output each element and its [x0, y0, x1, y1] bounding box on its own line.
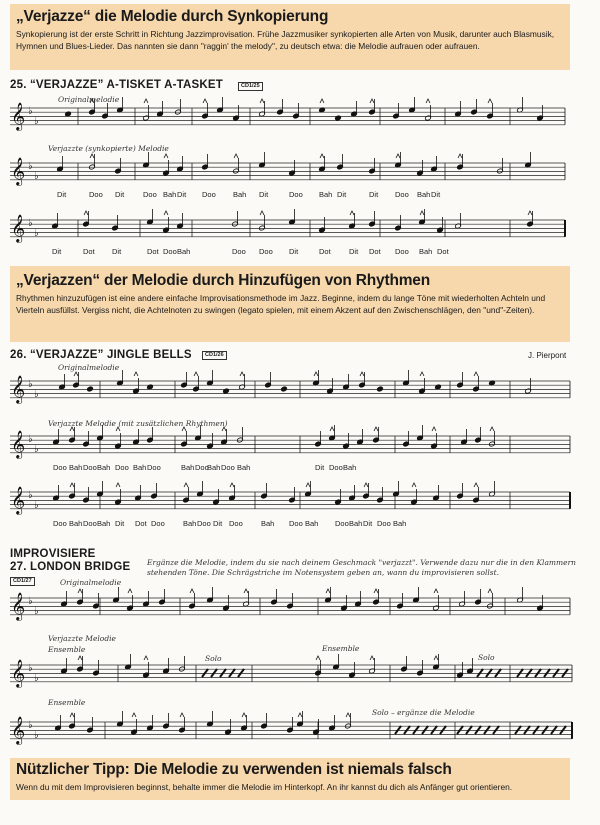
flat-sign: ♭: [28, 434, 33, 445]
exercise-title: 26. “VERJAZZE” JINGLE BELLS: [10, 349, 192, 361]
lyric-syllable: Bah: [97, 463, 111, 472]
solo-label: Solo – ergänze die Melodie: [372, 708, 475, 717]
accent-mark: [426, 99, 430, 103]
lyric-syllable: Doo: [89, 190, 103, 199]
lyric-syllable: Bah: [349, 519, 363, 528]
accent-mark: [326, 589, 330, 593]
improv-slash: [484, 726, 490, 734]
lyric-syllable: Doo: [229, 519, 243, 528]
lyric-syllable: Bah: [69, 519, 83, 528]
lyric-syllable: Doo: [143, 190, 157, 199]
cd-track-badge: CD1/26: [202, 351, 227, 360]
solo-label: Solo: [478, 653, 495, 662]
accent-mark: [298, 713, 302, 717]
lyric-syllable: Dit: [289, 247, 299, 256]
lyric-syllable: Dot: [369, 247, 381, 256]
note-head: [335, 115, 342, 121]
lyric-syllable: Dit: [115, 519, 125, 528]
improv-slash: [551, 726, 557, 734]
lyric-syllable: Dit: [431, 190, 441, 199]
accent-mark: [222, 427, 226, 431]
accent-mark: [244, 589, 248, 593]
treble-clef: 𝄞: [11, 716, 26, 744]
flat-sign: ♭: [28, 663, 33, 674]
lyric-syllable: Bah: [261, 519, 275, 528]
lyric-syllable: Doo: [147, 463, 161, 472]
improv-slash: [493, 726, 499, 734]
accent-mark: [182, 427, 186, 431]
lyric-syllable: Dit: [259, 190, 269, 199]
accent-mark: [488, 99, 492, 103]
accent-mark: [260, 99, 264, 103]
lyric-syllable: Bah: [163, 190, 177, 199]
lyric-syllable: Dit: [315, 463, 325, 472]
accent-mark: [116, 427, 120, 431]
lyric-syllable: Dit: [52, 247, 62, 256]
lyric-syllable: Bah: [183, 519, 197, 528]
improv-slash: [526, 669, 532, 677]
accent-mark: [316, 656, 320, 660]
improv-slash: [220, 669, 226, 677]
accent-mark: [370, 656, 374, 660]
improv-slash: [229, 669, 235, 677]
accent-mark: [84, 211, 88, 215]
lyric-syllable: Dit: [112, 247, 122, 256]
note-head: [223, 388, 230, 394]
lyric-syllable: Doo: [163, 247, 177, 256]
lyric-syllable: Bah: [419, 247, 433, 256]
lyric-syllable: Bah: [69, 463, 83, 472]
accent-mark: [434, 589, 438, 593]
note-head: [281, 386, 288, 392]
accent-mark: [194, 372, 198, 376]
improv-slash: [515, 726, 521, 734]
lyric-syllable: Doo: [232, 247, 246, 256]
lyric-syllable: Bah: [237, 463, 251, 472]
section-text: Rhythmen hinzuzufügen ist eine andere einfache Improvisationsmethode im Jazz. Beginne, indem du lange Töne mit wiederholten Achteln und Vierteln ausfüllst. Vergiss nicht, die Achtelnoten zu swingen (legato spielen, mit einem Akzent auf den Zwischenschlägen, den "und"-Zeiten).: [16, 293, 546, 315]
lyric-syllable: Bah: [181, 463, 195, 472]
treble-clef: 𝄞: [11, 214, 26, 242]
lyric-syllable: Bah: [133, 463, 147, 472]
flat-sign: ♭: [34, 116, 39, 127]
accent-mark: [360, 372, 364, 376]
accent-mark: [458, 154, 462, 158]
flat-sign: ♭: [34, 500, 39, 511]
lyric-syllable: Doo: [195, 463, 209, 472]
section-heading: „Verjazze“ die Melodie durch Synkopierung: [16, 8, 329, 25]
lyric-syllable: Doo: [289, 190, 303, 199]
ensemble-label: Ensemble: [48, 645, 86, 654]
lyric-syllable: Dot: [135, 519, 147, 528]
accent-mark: [116, 483, 120, 487]
ensemble-label: Ensemble: [322, 644, 360, 653]
accent-mark: [240, 372, 244, 376]
accent-mark: [528, 211, 532, 215]
lyric-syllable: Doo: [151, 519, 165, 528]
accent-mark: [364, 483, 368, 487]
flat-sign: ♭: [28, 720, 33, 731]
exercise-subtitle: IMPROVISIERE: [10, 548, 96, 560]
accent-mark: [164, 154, 168, 158]
lyric-syllable: Doo: [53, 463, 67, 472]
accent-mark: [128, 589, 132, 593]
accent-mark: [78, 589, 82, 593]
section-text: Wenn du mit dem Improvisieren beginnst, behalte immer die Melodie im Hinterkopf. An ihr kannst du dich als Anfänger gut orientieren.: [16, 782, 513, 792]
accent-mark: [134, 372, 138, 376]
treble-clef: 𝄞: [11, 157, 26, 185]
accent-mark: [164, 211, 168, 215]
accent-mark: [190, 589, 194, 593]
improv-slash: [466, 726, 472, 734]
accent-mark: [70, 427, 74, 431]
accent-mark: [488, 589, 492, 593]
lyric-syllable: Doo: [221, 463, 235, 472]
improv-slash: [524, 726, 530, 734]
exercise-title: 27. LONDON BRIDGE: [10, 561, 131, 573]
lyric-syllable: Doo: [83, 519, 97, 528]
accent-mark: [90, 154, 94, 158]
accent-mark: [70, 713, 74, 717]
flat-sign: ♭: [34, 228, 39, 239]
flat-sign: ♭: [34, 606, 39, 617]
accent-mark: [350, 211, 354, 215]
accent-mark: [346, 713, 350, 717]
accent-mark: [144, 99, 148, 103]
flat-sign: ♭: [28, 106, 33, 117]
flat-sign: ♭: [34, 444, 39, 455]
staff-label: Originalmelodie: [60, 578, 122, 587]
accent-mark: [434, 656, 438, 660]
accent-mark: [132, 713, 136, 717]
accent-mark: [242, 713, 246, 717]
lyric-syllable: Dit: [369, 190, 379, 199]
improv-slash: [238, 669, 244, 677]
accent-mark: [490, 427, 494, 431]
cd-track-badge: CD1/27: [10, 577, 35, 586]
accent-mark: [70, 483, 74, 487]
lyric-syllable: Doo: [259, 247, 273, 256]
lyric-syllable: Doo: [395, 190, 409, 199]
flat-sign: ♭: [28, 596, 33, 607]
accent-mark: [420, 372, 424, 376]
improv-slash: [544, 669, 550, 677]
composer-credit: J. Pierpont: [528, 351, 567, 360]
improv-slash: [486, 669, 492, 677]
lyric-syllable: Bah: [393, 519, 407, 528]
accent-mark: [314, 372, 318, 376]
lyric-syllable: Dit: [349, 247, 359, 256]
lyric-syllable: Dit: [177, 190, 187, 199]
lyric-syllable: Dit: [337, 190, 347, 199]
lyric-syllable: Bah: [319, 190, 333, 199]
improv-slash: [562, 669, 568, 677]
accent-mark: [78, 656, 82, 660]
flat-sign: ♭: [28, 490, 33, 501]
staff-label: Verjazzte Melodie: [48, 634, 116, 643]
lyric-syllable: Doo: [202, 190, 216, 199]
improv-slash: [553, 669, 559, 677]
improv-slash: [457, 726, 463, 734]
flat-sign: ♭: [34, 673, 39, 684]
lyric-syllable: Doo: [53, 519, 67, 528]
staff-label: Originalmelodie: [58, 95, 120, 104]
improv-slash: [404, 726, 410, 734]
flat-sign: ♭: [28, 218, 33, 229]
lyric-syllable: Bah: [207, 463, 221, 472]
accent-mark: [474, 483, 478, 487]
lyric-syllable: Bah: [343, 463, 357, 472]
improv-slash: [202, 669, 208, 677]
improv-slash: [413, 726, 419, 734]
treble-clef: 𝄞: [11, 486, 26, 514]
improv-slash: [495, 669, 501, 677]
lyric-syllable: Dot: [147, 247, 159, 256]
accent-mark: [330, 427, 334, 431]
improv-slash: [477, 669, 483, 677]
cd-track-badge: CD1/25: [238, 82, 263, 91]
accent-mark: [234, 154, 238, 158]
lyric-syllable: Bah: [305, 519, 319, 528]
lyric-syllable: Dot: [437, 247, 449, 256]
exercise-title: 25. “VERJAZZE” A-TISKET A-TASKET: [10, 79, 223, 91]
lyric-syllable: Dit: [57, 190, 67, 199]
lyric-syllable: Dot: [83, 247, 95, 256]
accent-mark: [370, 99, 374, 103]
staff-label: Originalmelodie: [58, 363, 120, 372]
lyric-syllable: Doo: [197, 519, 211, 528]
accent-mark: [420, 211, 424, 215]
lyric-syllable: Doo: [377, 519, 391, 528]
accent-mark: [474, 372, 478, 376]
improv-slash: [560, 726, 566, 734]
improv-slash: [475, 726, 481, 734]
accent-mark: [412, 483, 416, 487]
flat-sign: ♭: [28, 379, 33, 390]
treble-clef: 𝄞: [11, 102, 26, 130]
lyric-syllable: Dit: [363, 519, 373, 528]
accent-mark: [180, 713, 184, 717]
lyric-syllable: Bah: [97, 519, 111, 528]
note-head: [87, 386, 94, 392]
lyric-syllable: Dit: [115, 190, 125, 199]
note-head: [377, 386, 384, 392]
lyric-syllable: Bah: [177, 247, 191, 256]
accent-mark: [230, 483, 234, 487]
accent-mark: [144, 656, 148, 660]
accent-mark: [374, 589, 378, 593]
lyric-syllable: Dot: [319, 247, 331, 256]
improv-slash: [535, 669, 541, 677]
flat-sign: ♭: [34, 730, 39, 741]
staff-label: Verjazzte Melodie (mit zusätzlichen Rhythmen): [48, 419, 228, 428]
staff-label: Verjazzte (synkopierte) Melodie: [48, 144, 169, 153]
flat-sign: ♭: [28, 161, 33, 172]
treble-clef: 𝄞: [11, 592, 26, 620]
accent-mark: [260, 211, 264, 215]
treble-clef: 𝄞: [11, 430, 26, 458]
lyric-syllable: Doo: [289, 519, 303, 528]
accent-mark: [374, 427, 378, 431]
lyric-syllable: Doo: [329, 463, 343, 472]
section-heading: „Verjazzen“ der Melodie durch Hinzufügen von Rhythmen: [16, 272, 430, 289]
accent-mark: [184, 483, 188, 487]
solo-label: Solo: [205, 654, 222, 663]
improv-slash: [395, 726, 401, 734]
treble-clef: 𝄞: [11, 659, 26, 687]
ensemble-label: Ensemble: [48, 698, 86, 707]
accent-mark: [90, 99, 94, 103]
accent-mark: [306, 483, 310, 487]
section-text: Synkopierung ist der erste Schritt in Richtung Jazzimprovisation. Frühe Jazzmusiker synkopierten alle Arten von Musik, darunter auch Blasmusik, Hymnen und Blues-Lieder. Das nannten sie dann "raggin' the melody", zu deutsch etwa: die Melodie aufrauen oder aufrauen.: [16, 29, 555, 51]
accent-mark: [432, 427, 436, 431]
improv-slash: [422, 726, 428, 734]
accent-mark: [396, 154, 400, 158]
lyric-syllable: Bah: [417, 190, 431, 199]
lyric-syllable: Bah: [233, 190, 247, 199]
flat-sign: ♭: [34, 171, 39, 182]
improv-slash: [440, 726, 446, 734]
accent-mark: [320, 99, 324, 103]
improv-slash: [431, 726, 437, 734]
accent-mark: [320, 154, 324, 158]
flat-sign: ♭: [34, 389, 39, 400]
accent-mark: [203, 99, 207, 103]
improv-slash: [542, 726, 548, 734]
treble-clef: 𝄞: [11, 375, 26, 403]
lyric-syllable: Doo: [395, 247, 409, 256]
improv-slash: [533, 726, 539, 734]
section-heading: Nützlicher Tipp: Die Melodie zu verwenden ist niemals falsch: [16, 761, 452, 778]
lyric-syllable: Doo: [115, 463, 129, 472]
accent-mark: [74, 372, 78, 376]
exercise-instructions: Ergänze die Melodie, indem du sie nach deinem Geschmack "verjazzt". Verwende dazu nur die in den Klammern stehenden Töne. Die Schrägstriche im Notensystem geben an, wann du improvisieren sollst.: [147, 558, 577, 577]
improv-slash: [517, 669, 523, 677]
lyric-syllable: Dit: [213, 519, 223, 528]
lyric-syllable: Doo: [335, 519, 349, 528]
improv-slash: [211, 669, 217, 677]
lyric-syllable: Doo: [83, 463, 97, 472]
